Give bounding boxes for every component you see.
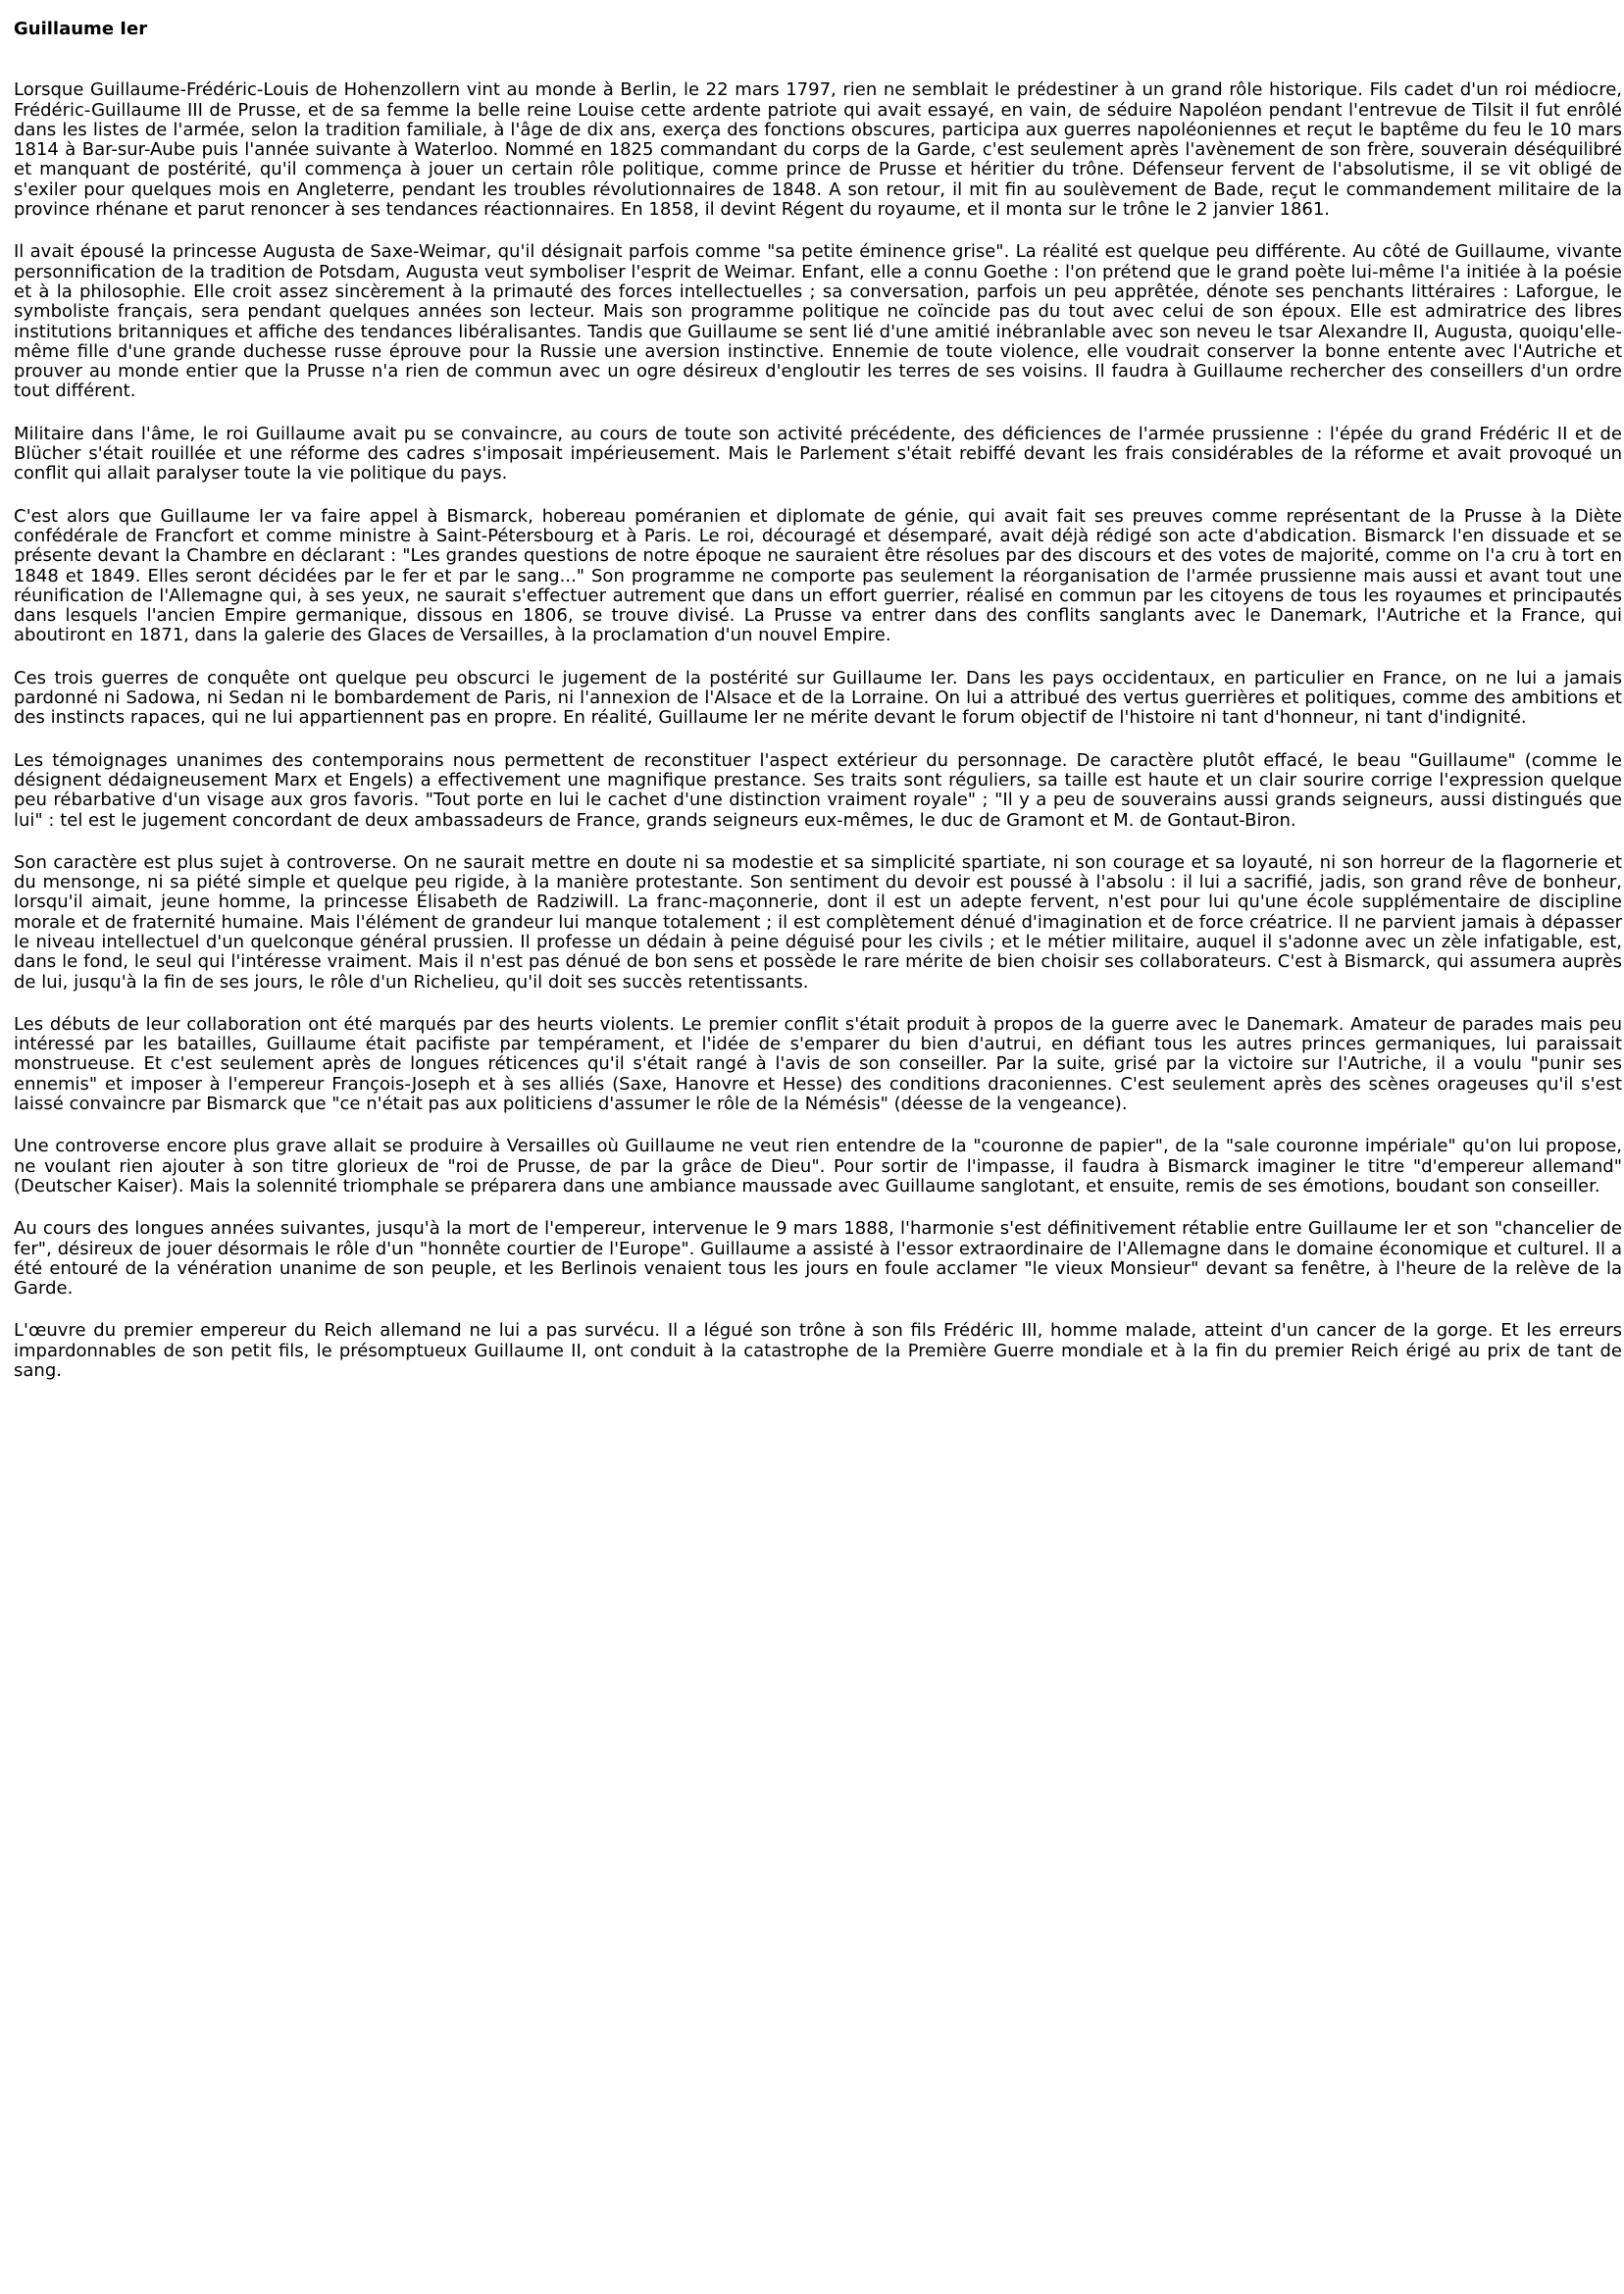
- paragraph-army-reform: Militaire dans l'âme, le roi Guillaume avait pu se convaincre, au cours de toute son activité précédente, des déficiences de l'armée prussienne : l'épée du grand Frédéric II et de Blücher s'était rouillée et une réforme des cadres s'imposait impérieusement. Mais le Parlement s'était rebiffé devant les frais considérables de la réforme et avait provoqué un conflit qui allait paralyser toute la vie politique du pays.: [14, 423, 1622, 484]
- paragraph-collaboration: Les débuts de leur collaboration ont été marqués par des heurts violents. Le premier conflit s'était produit à propos de la guerre avec le Danemark. Amateur de parades mais peu intéressé par les batailles, Guillaume était pacifiste par tempérament, et l'idée de s'emparer du bien d'autrui, en défiant tous les autres princes germaniques, lui paraissait monstrueuse. Et c'est seulement après de longues réticences qu'il s'était rangé à l'avis de son conseiller. Par la suite, grisé par la victoire sur l'Autriche, il a voulu "punir ses ennemis" et imposer à l'empereur François-Joseph et à ses alliés (Saxe, Hanovre et Hesse) des conditions draconiennes. C'est seulement après des scènes orageuses qu'il s'est laissé convaincre par Bismarck que "ce n'était pas aux politiciens d'assumer le rôle de la Némésis" (déesse de la vengeance).: [14, 1013, 1622, 1115]
- paragraph-posterity: Ces trois guerres de conquête ont quelque peu obscurci le jugement de la postérité sur Guillaume Ier. Dans les pays occidentaux, en particulier en France, on ne lui a jamais pardonné ni Sadowa, ni Sedan ni le bombardement de Paris, ni l'annexion de l'Alsace et de la Lorraine. On lui a attribué des vertus guerrières et politiques, comme des ambitions et des instincts rapaces, qui ne lui appartiennent pas en propre. En réalité, Guillaume Ier ne mérite devant le forum objectif de l'histoire ni tant d'honneur, ni tant d'indignité.: [14, 667, 1622, 729]
- document-title: Guillaume Ier: [14, 19, 148, 39]
- paragraph-character: Son caractère est plus sujet à controverse. On ne saurait mettre en doute ni sa modestie et sa simplicité spartiate, ni son courage et sa loyauté, ni son horreur de la flagornerie et du mensonge, ni sa piété simple et quelque peu rigide, à la manière protestante. Son sentiment du devoir est poussé à l'absolu : il lui a sacrifié, jadis, son grand rêve de bonheur, lorsqu'il aimait, jeune homme, la princesse Élisabeth de Radziwill. La franc-maçonnerie, dont il est un adepte fervent, n'est pour lui qu'une école supplémentaire de discipline morale et de fraternité humaine. Mais l'élément de grandeur lui manque totalement ; il est complètement dénué d'imagination et de force créatrice. Il ne parvient jamais à dépasser le niveau intellectuel d'un quelconque général prussien. Il professe un dédain à peine déguisé pour les civils ; et le métier militaire, auquel il s'adonne avec un zèle infatigable, est, dans le fond, le seul qui l'intéresse vraiment. Mais il n'est pas dénué de bon sens et possède le rare mérite de bien choisir ses collaborateurs. C'est à Bismarck, qui assumera auprès de lui, jusqu'à la fin de ses jours, le rôle d'un Richelieu, qu'il doit ses succès retentissants.: [14, 851, 1622, 993]
- paragraph-bismarck: C'est alors que Guillaume Ier va faire appel à Bismarck, hobereau poméranien et diplomate de génie, qui avait fait ses preuves comme représentant de la Prusse à la Diète confédérale de Francfort et comme ministre à Saint-Pétersbourg et à Paris. Le roi, découragé et désemparé, avait déjà rédigé son acte d'abdication. Bismarck l'en dissuade et se présente devant la Chambre en déclarant : "Les grandes questions de notre époque ne sauraient être résolues par des discours et des votes de majorité, comme on l'a cru à tort en 1848 et 1849. Elles seront décidées par le fer et par le sang..." Son programme ne comporte pas seulement la réorganisation de l'armée prussienne mais aussi et avant tout une réunification de l'Allemagne qui, à ses yeux, ne saurait s'effectuer autrement que dans un effort guerrier, réalisé en commun par les citoyens de tous les royaumes et principautés dans lesquels l'ancien Empire germanique, dissous en 1806, se trouve divisé. La Prusse va entrer dans des conflits sanglants avec le Danemark, l'Autriche et la France, qui aboutiront en 1871, dans la galerie des Glaces de Versailles, à la proclamation d'un nouvel Empire.: [14, 505, 1622, 646]
- paragraph-later-years: Au cours des longues années suivantes, jusqu'à la mort de l'empereur, intervenue le 9 mars 1888, l'harmonie s'est définitivement rétablie entre Guillaume Ier et son "chancelier de fer", désireux de jouer désormais le rôle d'un "honnête courtier de l'Europe". Guillaume a assisté à l'essor extraordinaire de l'Allemagne dans le domaine économique et culturel. Il a été entouré de la vénération unanime de son peuple, et les Berlinois venaient tous les jours en foule acclamer "le vieux Monsieur" devant sa fenêtre, à l'heure de la relève de la Garde.: [14, 1218, 1622, 1300]
- paragraph-versailles: Une controverse encore plus grave allait se produire à Versailles où Guillaume ne veut rien entendre de la "couronne de papier", de la "sale couronne impériale" qu'on lui propose, ne voulant rien ajouter à son titre glorieux de "roi de Prusse, de par la grâce de Dieu". Pour sortir de l'impasse, il faudra à Bismarck imaginer le titre "d'empereur allemand" (Deutscher Kaiser). Mais la solennité triomphale se préparera dans une ambiance maussade avec Guillaume sanglotant, et ensuite, remis de ses émotions, boudant son conseiller.: [14, 1136, 1622, 1197]
- paragraph-birth-and-career: Lorsque Guillaume-Frédéric-Louis de Hohenzollern vint au monde à Berlin, le 22 mars 1797, rien ne semblait le prédestiner à un grand rôle historique. Fils cadet d'un roi médiocre, Frédéric-Guillaume III de Prusse, et de sa femme la belle reine Louise cette ardente patriote qui avait essayé, en vain, de séduire Napoléon pendant l'entrevue de Tilsit il fut enrôlé dans les listes de l'armée, selon la tradition familiale, à l'âge de dix ans, exerça des fonctions obscures, participa aux guerres napoléoniennes et reçut le baptême du feu le 10 mars 1814 à Bar-sur-Aube puis l'année suivante à Waterloo. Nommé en 1825 commandant du corps de la Garde, c'est seulement après l'avènement de son frère, souverain déséquilibré et manquant de postérité, qu'il commença à jouer un certain rôle politique, comme prince de Prusse et héritier du trône. Défenseur fervent de l'absolutisme, il se vit obligé de s'exiler pour quelques mois en Angleterre, pendant les troubles révolutionnaires de 1848. A son retour, il mit fin au soulèvement de Bade, reçut le commandement militaire de la province rhénane et parut renoncer à ses tendances réactionnaires. En 1858, il devint Régent du royaume, et il monta sur le trône le 2 janvier 1861.: [14, 79, 1622, 221]
- paragraph-augusta: Il avait épousé la princesse Augusta de Saxe-Weimar, qu'il désignait parfois comme "sa petite éminence grise". La réalité est quelque peu différente. Au côté de Guillaume, vivante personnification de la tradition de Potsdam, Augusta veut symboliser l'esprit de Weimar. Enfant, elle a connu Goethe : l'on prétend que le grand poète lui-même l'a initiée à la poésie et à la philosophie. Elle croit assez sincèrement à la primauté des forces intellectuelles ; sa conversation, parfois un peu apprêtée, dénote ses penchants littéraires : Laforgue, le symboliste français, sera pendant quelques années son lecteur. Mais son programme politique ne coïncide pas du tout avec celui de son époux. Elle est admiratrice des libres institutions britanniques et affiche des tendances libéralisantes. Tandis que Guillaume se sent lié d'une amitié inébranlable avec son neveu le tsar Alexandre II, Augusta, quoiqu'elle-même fille d'une grande duchesse russe éprouve pour la Russie une aversion instinctive. Ennemie de toute violence, elle voudrait conserver la bonne entente avec l'Autriche et prouver au monde entier que la Prusse n'a rien de commun avec un ogre désireux d'engloutir les terres de ses voisins. Il faudra à Guillaume rechercher des conseillers d'un ordre tout différent.: [14, 241, 1622, 402]
- document-page: [14, 20, 1622, 1403]
- paragraph-legacy: L'œuvre du premier empereur du Reich allemand ne lui a pas survécu. Il a légué son trône à son fils Frédéric III, homme malade, atteint d'un cancer de la gorge. Et les erreurs impardonnables de son petit fils, le présomptueux Guillaume II, ont conduit à la catastrophe de la Première Guerre mondiale et à la fin du premier Reich érigé au prix de tant de sang.: [14, 1320, 1622, 1382]
- paragraph-appearance: Les témoignages unanimes des contemporains nous permettent de reconstituer l'aspect extérieur du personnage. De caractère plutôt effacé, le beau "Guillaume" (comme le désignent dédaigneusement Marx et Engels) a effectivement une magnifique prestance. Ses traits sont réguliers, sa taille est haute et un clair sourire corrige l'expression quelque peu rébarbative d'un visage aux gros favoris. "Tout porte en lui le cachet d'une distinction vraiment royale" ; "Il y a peu de souverains aussi grands seigneurs, aussi distingués que lui" : tel est le jugement concordant de deux ambassadeurs de France, grands seigneurs eux-mêmes, le duc de Gramont et M. de Gontaut-Biron.: [14, 749, 1622, 831]
